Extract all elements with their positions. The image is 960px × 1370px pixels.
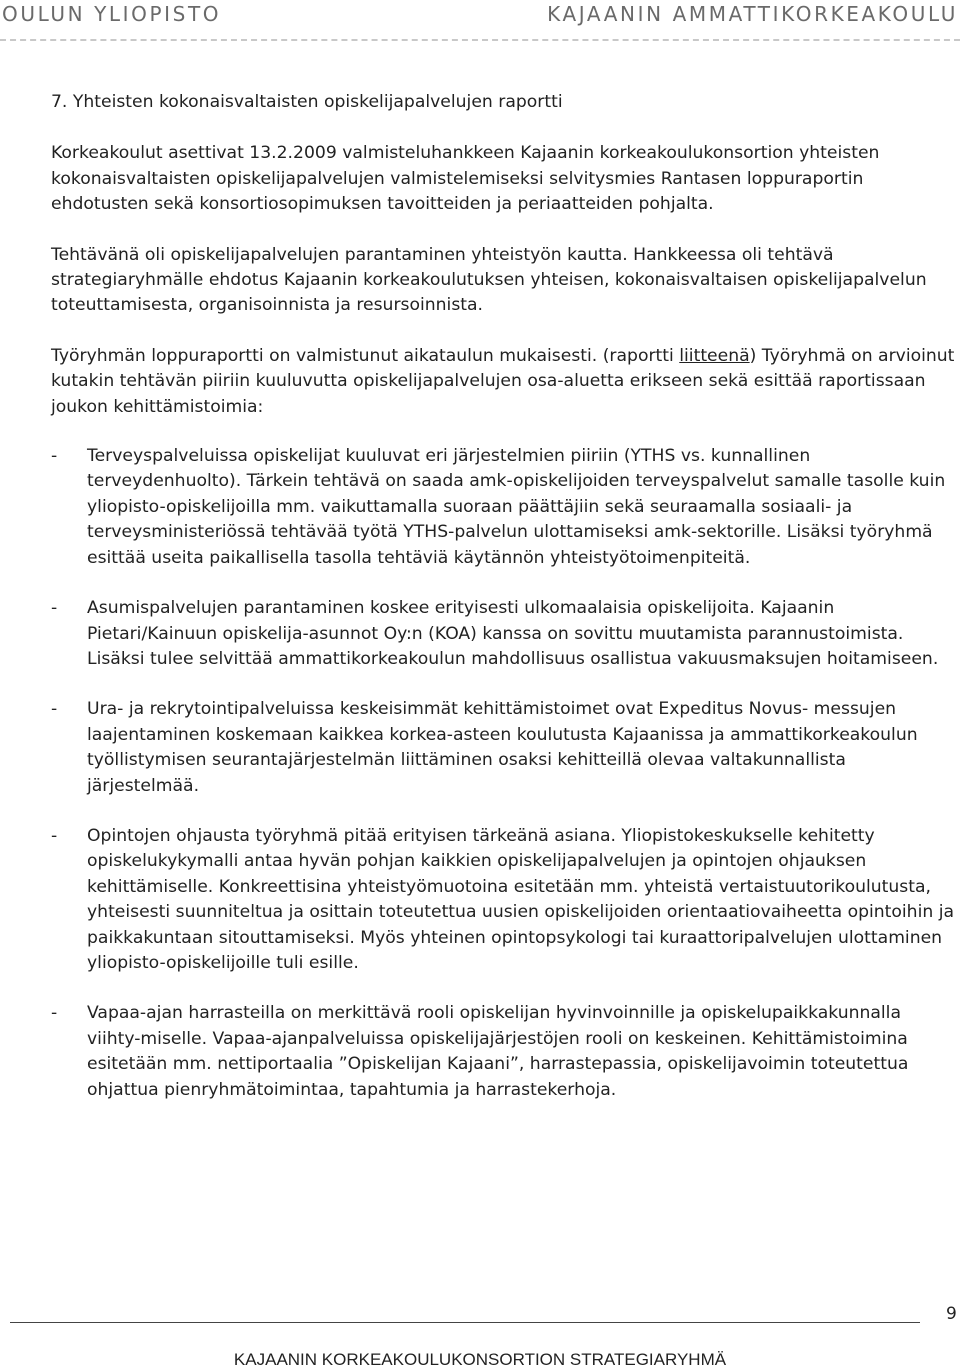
attachment-link[interactable]: liitteenä — [679, 345, 750, 366]
footer-text: KAJAANIN KORKEAKOULUKONSORTION STRATEGIARYHMÄ — [233, 1350, 727, 1369]
list-item — [51, 824, 956, 976]
section-title: 7. Yhteisten kokonaisvaltaisten opiskelijapalvelujen raportti — [51, 92, 563, 112]
header-right-text: KAJAANIN AMMATTIKORKEAKOULU — [547, 2, 958, 26]
list-item-text: Vapaa-ajan harrasteilla on merkittävä rooli opiskelijan hyvinvoinnille ja opiskelupaikkakunnalla viihty-miselle. Vapaa-ajanpalveluissa opiskelijajärjestöjen rooli on keskeinen. Kehittämistoimina esitetään mm. nettiportaalia ”Opiskelijan Kajaani”, harrastepassia, opiskelijavoimin toteutettua ohjattua pienryhmätoimintaa, tapahtumia ja harrastekerhoja. — [87, 1003, 909, 1100]
paragraph-3-text-after: ) Työryhmä on arvioinut kutakin tehtävän piiriin kuuluvutta opiskelijapalvelujen osa-aluetta erikseen sekä esittää raportissaan joukon kehittämistoimia: — [51, 345, 955, 417]
bullet-list — [51, 444, 956, 1103]
bullet-marker: - — [51, 598, 58, 619]
header-divider — [0, 39, 960, 41]
list-item — [51, 444, 956, 571]
paragraph-2: Tehtävänä oli opiskelijapalvelujen parantaminen yhteistyön kautta. Hankkeessa oli tehtävä strategiaryhmälle ehdotus Kajaanin korkeakoulutuksen yhteisen, kokonaisvaltaisen opiskelijapalvelun toteuttamisesta, organisoinnista ja resursoinnista. — [51, 244, 927, 316]
paragraph-3 — [51, 344, 956, 420]
document-body — [51, 90, 956, 1128]
list-item — [51, 697, 956, 799]
paragraph-1: Korkeakoulut asettivat 13.2.2009 valmisteluhankkeen Kajaanin korkeakoulukonsortion yhteisten kokonaisvaltaisten opiskelijapalvelujen valmistelemiseksi selvitysmies Rantasen loppuraportin ehdotusten sekä konsortiosopimuksen tavoitteiden ja periaatteiden pohjalta. — [51, 143, 880, 215]
footer-divider — [10, 1322, 920, 1323]
paragraph-3-text-before: Työryhmän loppuraportti on valmistunut aikataulun mukaisesti. (raportti — [51, 345, 680, 366]
list-item — [51, 596, 956, 672]
header-left-text: OULUN YLIOPISTO — [2, 2, 222, 26]
bullet-marker: - — [51, 446, 58, 467]
page-header — [0, 0, 960, 40]
page-number: 9 — [946, 1304, 957, 1324]
list-item — [51, 1001, 956, 1103]
list-item-text: Asumispalvelujen parantaminen koskee erityisesti ulkomaalaisia opiskelijoita. Kajaanin Pietari/Kainuun opiskelija-asunnot Oy:n (KOA) kanssa on sovittu muutamista parannustoimista. Lisäksi tulee selvittää ammattikorkeakoulun mahdollisuus osallistua vakuusmaksujen hoitamiseen. — [87, 598, 939, 669]
list-item-text: Ura- ja rekrytointipalveluissa keskeisimmät kehittämistoimet ovat Expeditus Novus- messujen laajentaminen koskemaan kaikkea korkea-asteen koulutusta Kajaanissa ja ammattikorkeakoulun työllistymisen seurantajärjestelmän liittäminen osaksi kehitteillä olevaa valtakunnallista järjestelmää. — [87, 699, 918, 796]
bullet-marker: - — [51, 1003, 58, 1024]
list-item-text: Terveyspalveluissa opiskelijat kuuluvat eri järjestelmien piiriin (YTHS vs. kunnallinen terveydenhuolto). Tärkein tehtävä on saada amk-opiskelijoiden terveyspalvelut samalle tasolle kuin yliopisto-opiskelijoilla mm. vaikuttamalla suoraan päättäjiin sekä seuraamalla sosiaali- ja terveysministeriössä tehtävää työtä YTHS-palvelun ulottamiseksi amk-sektorille. Lisäksi työryhmä esittää useita paikallisella tasolla tehtäviä käytännön yhteistyötoimenpiteitä. — [87, 446, 946, 568]
list-item-text: Opintojen ohjausta työryhmä pitää erityisen tärkeänä asiana. Yliopistokeskukselle kehitetty opiskelukykymalli antaa hyvän pohjan kaikkien opiskelijapalvelujen ja opintojen ohjauksen kehittämiselle. Konkreettisina yhteistyömuotoina esitetään mm. yhteistä vertaistuutorikoulutusta, yhteisesti suunniteltua ja osittain toteutettua uusien opiskelijoiden orientaatiovaiheetta opintoihin ja paikkakuntaan sitouttamiseksi. Myös yhteinen opintopsykologi tai kuraattoripalvelujen ulottaminen yliopisto-opiskelijoille tuli esille. — [87, 825, 955, 973]
bullet-marker: - — [51, 699, 58, 720]
bullet-marker: - — [51, 825, 58, 846]
